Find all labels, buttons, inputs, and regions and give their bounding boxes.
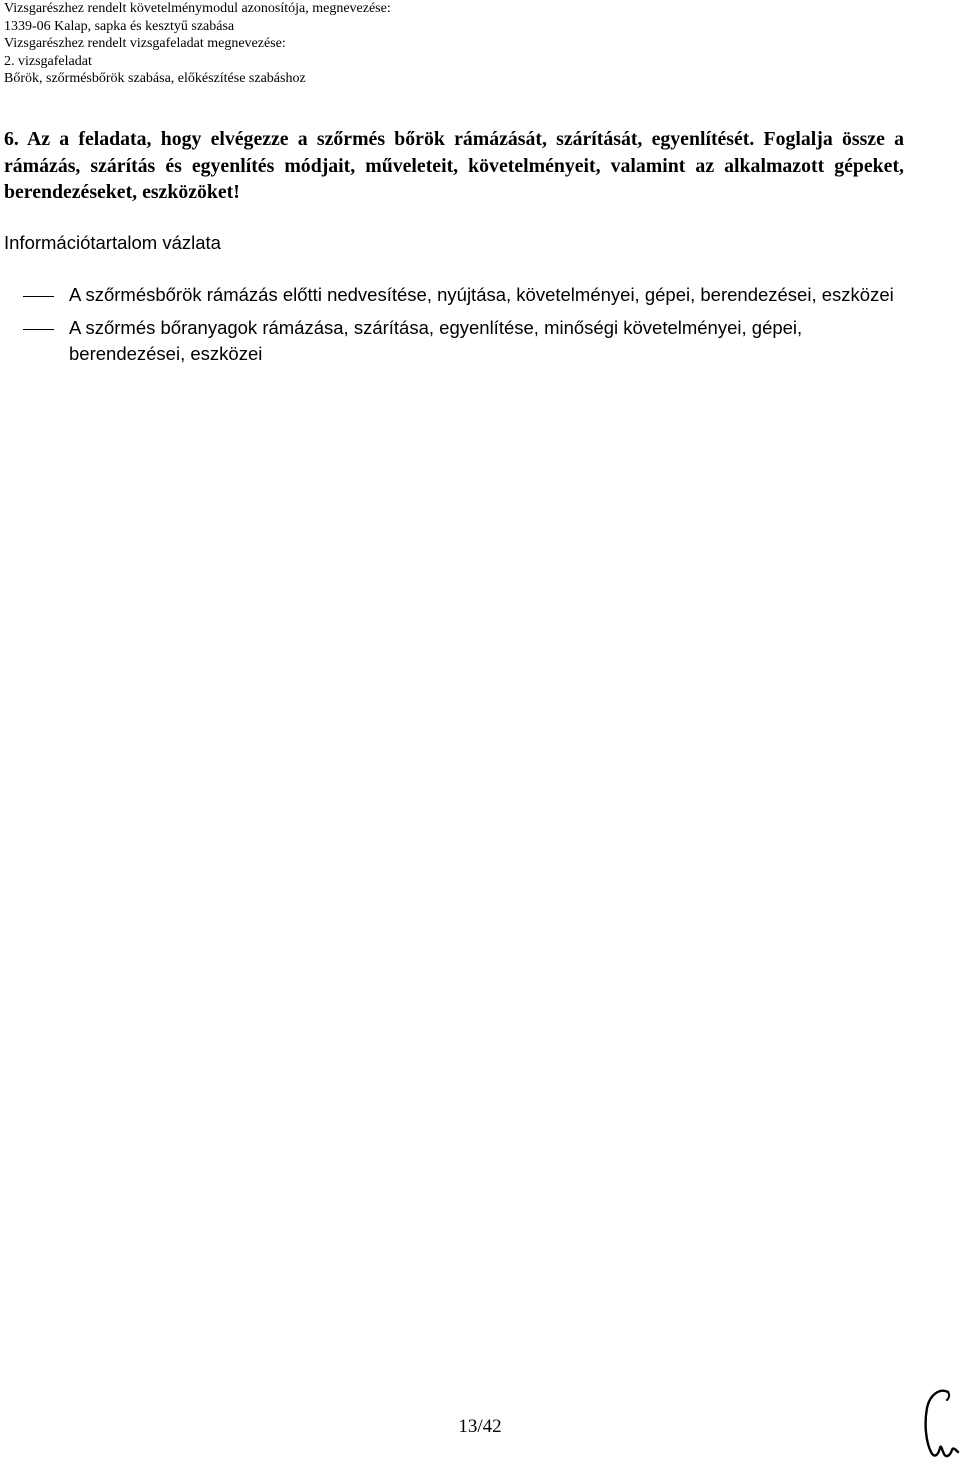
header-module-label: Vizsgarészhez rendelt követelménymodul azonosítója, megnevezése: <box>4 1 391 16</box>
header-module-name: 1339-06 Kalap, sapka és kesztyű szabása <box>4 18 235 34</box>
document-header <box>4 0 944 88</box>
task-description: 6. Az a feladata, hogy elvégezze a szőrmés bőrök rámázását, szárítását, egyenlítését. Foglalja össze a rámázás, szárítás és egyenlítés módjait, műveleteit, követelményeit, valamint az alkalmazott gépeket, berendezéseket, eszközöket! <box>4 128 904 203</box>
dash-bullet-icon <box>23 296 54 297</box>
signature-icon <box>918 1386 960 1463</box>
info-outline-title: Információtartalom vázlata <box>4 232 221 253</box>
list-item <box>0 282 909 308</box>
header-task-label: Vizsgarészhez rendelt vizsgafeladat megnevezése: <box>4 36 286 52</box>
header-task-name: Bőrök, szőrmésbőrök szabása, előkészítése szabáshoz <box>4 71 306 87</box>
header-task-number: 2. vizsgafeladat <box>4 53 92 69</box>
info-outline-list <box>0 282 960 374</box>
page-number: 13/42 <box>458 1416 502 1437</box>
list-item-text: A szőrmés bőranyagok rámázása, szárítása, egyenlítése, minőségi követelményei, gépei, berendezései, eszközei <box>69 317 803 364</box>
list-item <box>0 315 909 367</box>
list-item-text: A szőrmésbőrök rámázás előtti nedvesítése, nyújtása, követelményei, gépei, berendezései, eszközei <box>69 284 894 305</box>
dash-bullet-icon <box>23 329 54 330</box>
